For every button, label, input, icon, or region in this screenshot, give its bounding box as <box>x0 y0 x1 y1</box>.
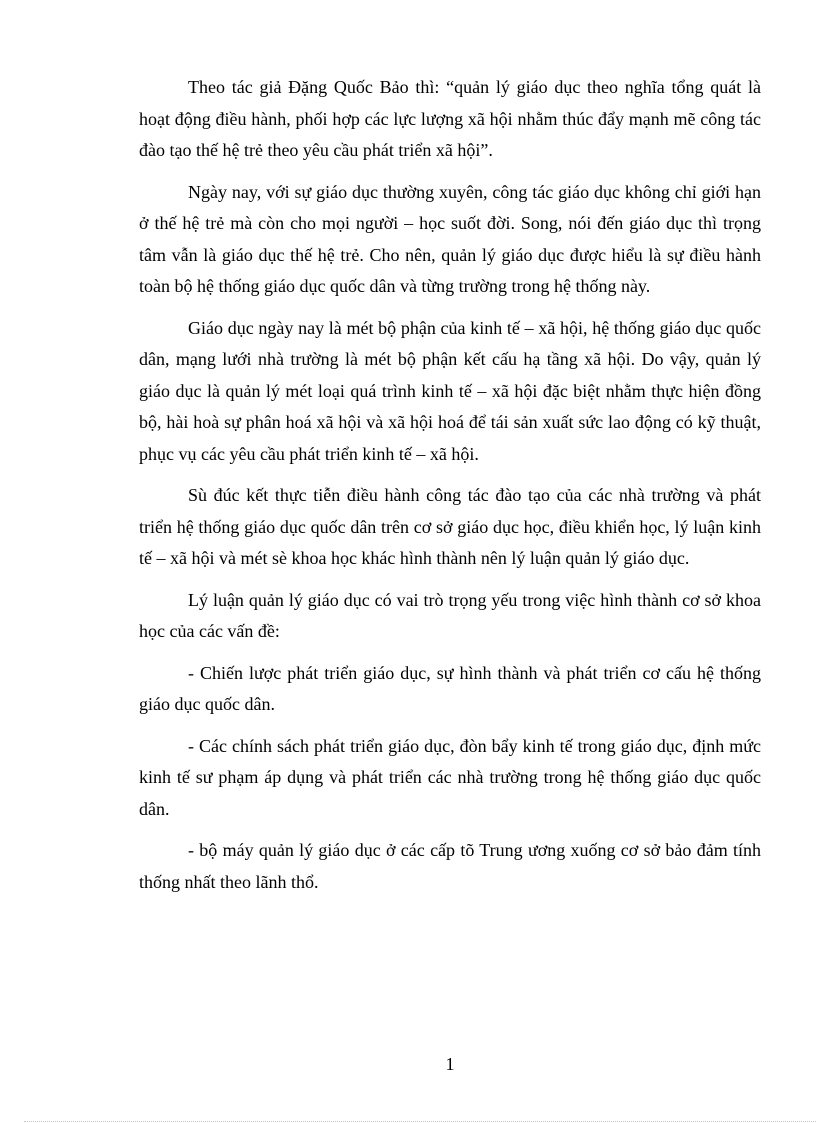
page-number: 1 <box>445 1054 455 1074</box>
list-item-management-apparatus: - bộ máy quản lý giáo dục ở các cấp tõ Trung ương xuống cơ sở bảo đảm tính thống nhất theo lãnh thổ. <box>139 840 761 892</box>
list-item-policies: - Các chính sách phát triển giáo dục, đòn bẩy kinh tế trong giáo dục, định mức kinh tế sư phạm áp dụng và phát triển các nhà trường trong hệ thống giáo dục quốc dân. <box>139 735 761 819</box>
document-body <box>139 72 761 908</box>
list-item-strategy: - Chiến lược phát triển giáo dục, sự hình thành và phát triển cơ cấu hệ thống giáo dục quốc dân. <box>139 662 761 714</box>
paragraph-lifelong-learning: Ngày nay, với sự giáo dục thường xuyên, công tác giáo dục không chỉ giới hạn ở thế hệ trẻ mà còn cho mọi người – học suốt đời. Song, nói đến giáo dục thì trọng tâm vẫn là giáo dục thế hệ trẻ. Cho nên, quản lý giáo dục được hiểu là sự điều hành toàn bộ hệ thống giáo dục quốc dân và từng trường trong hệ thống này. <box>139 181 761 296</box>
paragraph-socio-economic: Giáo dục ngày nay là mét bộ phận của kinh tế – xã hội, hệ thống giáo dục quốc dân, mạng lưới nhà trường là mét bộ phận kết cấu hạ tầng xã hội. Do vậy, quản lý giáo dục là quản lý mét loại quá trình kinh tế – xã hội đặc biệt nhằm thực hiện đồng bộ, hài hoà sự phân hoá xã hội và xã hội hoá để tái sản xuất sức lao động có kỹ thuật, phục vụ các yêu cầu phát triển kinh tế – xã hội. <box>139 317 761 464</box>
paragraph-author-quote: Theo tác giả Đặng Quốc Bảo thì: “quản lý giáo dục theo nghĩa tổng quát là hoạt động điều hành, phối hợp các lực lượng xã hội nhằm thúc đẩy mạnh mẽ công tác đào tạo thế hệ trẻ theo yêu cầu phát triển xã hội”. <box>139 77 761 160</box>
paragraph-theory-formation: Sù đúc kết thực tiễn điều hành công tác đào tạo của các nhà trường và phát triển hệ thống giáo dục quốc dân trên cơ sở giáo dục học, điều khiển học, lý luận kinh tế – xã hội và mét sè khoa học khác hình thành nên lý luận quản lý giáo dục. <box>139 485 761 568</box>
paragraph-theory-role: Lý luận quản lý giáo dục có vai trò trọng yếu trong việc hình thành cơ sở khoa học của các vấn đề: <box>139 589 761 641</box>
page-bottom-divider <box>24 1121 816 1122</box>
